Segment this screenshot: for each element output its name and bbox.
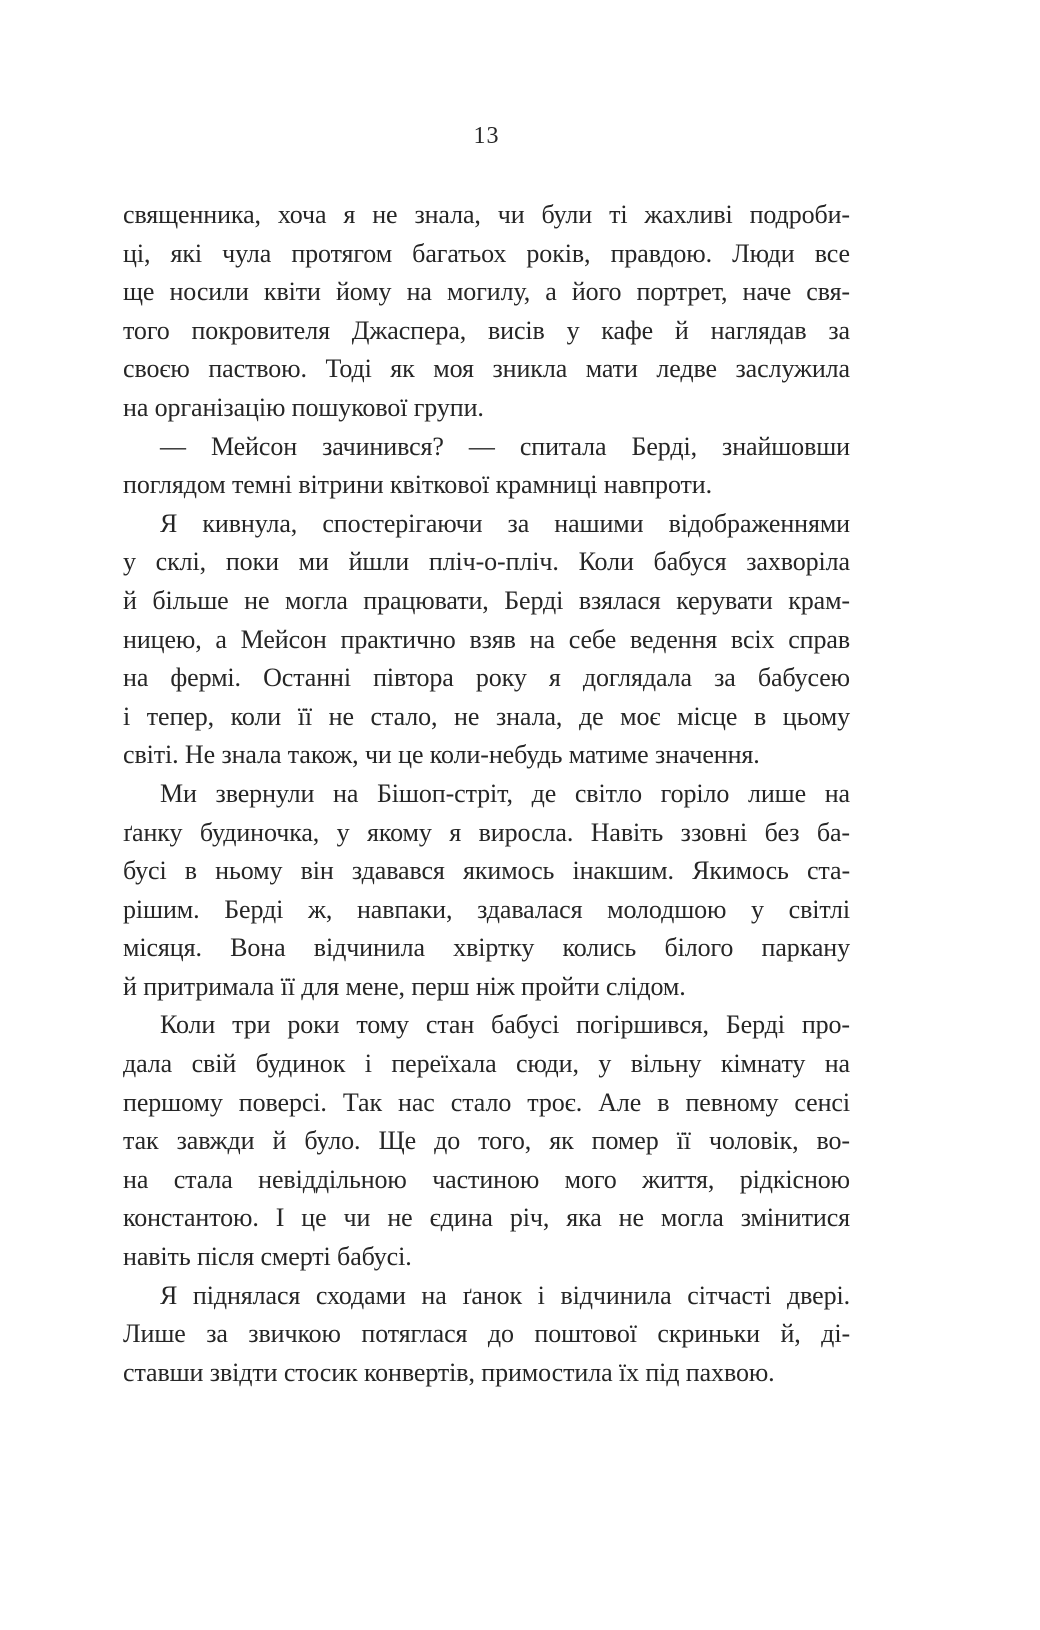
text-line: Ми звернули на Бішоп-стріт, де світло горіло лише на xyxy=(160,778,850,808)
text-line: і тепер, коли її не стало, не знала, де моє місце в цьому xyxy=(123,701,850,731)
paragraph xyxy=(123,1006,850,1276)
text-line: Я кивнула, спостерігаючи за нашими відображеннями xyxy=(160,508,850,538)
text-line: й притримала її для мене, перш ніж пройти слідом. xyxy=(123,971,686,1001)
text-line: місяця. Вона відчинила хвіртку колись білого паркану xyxy=(123,933,850,963)
text-line: навіть після смерті бабусі. xyxy=(123,1242,412,1272)
text-line: на фермі. Останні півтора року я доглядала за бабусею xyxy=(123,663,850,693)
text-line: ще носили квіти йому на могилу, а його портрет, наче свя- xyxy=(123,277,850,307)
text-line: константою. І це чи не єдина річ, яка не могла змінитися xyxy=(123,1203,850,1233)
text-line: своєю паствою. Тоді як моя зникла мати ледве заслужила xyxy=(123,354,850,384)
text-line: того покровителя Джаспера, висів у кафе й наглядав за xyxy=(123,315,850,345)
page-number: 13 xyxy=(473,123,500,149)
text-line: й більше не могла працювати, Берді взялася керувати крам- xyxy=(123,585,850,615)
text-line: ґанку будиночка, у якому я виросла. Навіть ззовні без ба- xyxy=(123,817,850,847)
text-line: бусі в ньому він здавався якимось інакшим. Якимось ста- xyxy=(123,856,850,886)
text-line: на організацію пошукової групи. xyxy=(123,392,484,422)
text-line: священника, хоча я не знала, чи були ті жахливі подроби- xyxy=(123,200,850,229)
text-line: у склі, поки ми йшли пліч-о-пліч. Коли бабуся захворіла xyxy=(123,547,850,577)
text-line: дала свій будинок і переїхала сюди, у вільну кімнату на xyxy=(123,1049,850,1079)
paragraph xyxy=(123,505,850,775)
text-line: на стала невіддільною частиною мого життя, рідкісною xyxy=(123,1164,850,1194)
paragraph xyxy=(123,1277,850,1393)
text-line: так завжди й було. Ще до того, як помер її чоловік, во- xyxy=(123,1126,850,1156)
text-line: ставши звідти стосик конвертів, примостила їх під пахвою. xyxy=(123,1357,775,1387)
text-line: — Мейсон зачинився? — спитала Берді, знайшовши xyxy=(160,431,850,461)
text-line: ці, які чула протягом багатьох років, правдою. Люди все xyxy=(123,238,850,268)
paragraph xyxy=(123,428,850,505)
text-block xyxy=(123,196,850,1392)
text-line: світі. Не знала також, чи це коли-небудь матиме значення. xyxy=(123,740,760,770)
text-line: рішим. Берді ж, навпаки, здавалася молодшою у світлі xyxy=(123,894,850,924)
text-line: Лише за звичкою потяглася до поштової скриньки й, ді- xyxy=(123,1319,850,1349)
text-line: Коли три роки тому стан бабусі погіршився, Берді про- xyxy=(160,1010,850,1040)
text-line: поглядом темні вітрини квіткової крамниці навпроти. xyxy=(123,470,712,500)
text-line: Я піднялася сходами на ґанок і відчинила сітчасті двері. xyxy=(160,1280,850,1310)
paragraph xyxy=(123,775,850,1007)
text-line: першому поверсі. Так нас стало троє. Але в певному сенсі xyxy=(123,1087,850,1117)
paragraph xyxy=(123,196,850,428)
text-line: ницею, а Мейсон практично взяв на себе ведення всіх справ xyxy=(123,624,850,654)
